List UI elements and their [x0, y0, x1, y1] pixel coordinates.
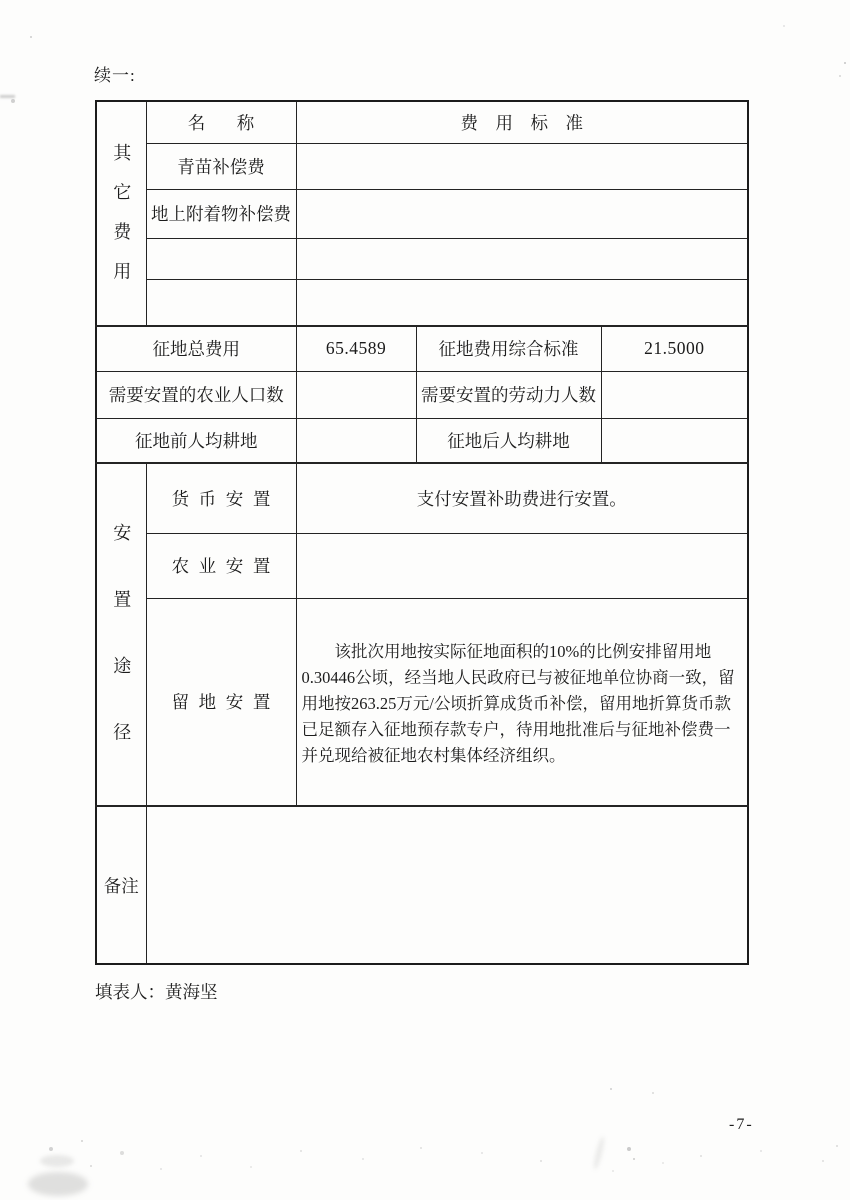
labor-count-label: 需要安置的劳动力人数 — [416, 371, 601, 418]
remarks-label: 备注 — [96, 806, 146, 964]
agricultural-resettlement-label: 农业安置 — [146, 533, 296, 598]
continuation-label: 续一: — [94, 66, 136, 85]
form-filler-line: 填表人：黄海坚 — [95, 982, 218, 1002]
reserved-land-resettlement-label: 留地安置 — [146, 598, 296, 806]
fee-name-empty-row-2 — [146, 279, 296, 326]
remarks-content — [146, 806, 748, 964]
fee-standard-value-ground-attachments — [296, 189, 748, 238]
name-column-header: 名称 — [146, 101, 296, 143]
monetary-resettlement-description: 支付安置补助费进行安置。 — [296, 463, 748, 533]
fee-name-young-crops: 青苗补偿费 — [146, 143, 296, 189]
land-acquisition-fees-table — [95, 100, 749, 965]
fee-standard-value-empty-row-2 — [296, 279, 748, 326]
per-capita-land-before-label: 征地前人均耕地 — [96, 418, 296, 463]
total-cost-value: 65.4589 — [296, 326, 416, 371]
comprehensive-standard-value: 21.5000 — [601, 326, 748, 371]
reserved-land-resettlement-description-cell — [296, 598, 748, 806]
labor-count-value — [601, 371, 748, 418]
agricultural-population-label: 需要安置的农业人口数 — [96, 371, 296, 418]
scan-noise-speckles — [0, 0, 2, 2]
fee-standard-value-empty-row-1 — [296, 238, 748, 279]
resettlement-section-header — [96, 463, 146, 806]
scan-streak-bottom — [592, 1136, 606, 1170]
fee-standard-column-header: 费用标准 — [296, 101, 748, 143]
agricultural-population-value — [296, 371, 416, 418]
fee-name-ground-attachments: 地上附着物补偿费 — [146, 189, 296, 238]
fee-name-empty-row-1 — [146, 238, 296, 279]
total-cost-label: 征地总费用 — [96, 326, 296, 371]
comprehensive-standard-label: 征地费用综合标准 — [416, 326, 601, 371]
page-number: -7- — [729, 1116, 754, 1133]
resettlement-vertical-label: 安置途径 — [111, 523, 132, 790]
agricultural-resettlement-description — [296, 533, 748, 598]
reserved-land-resettlement-paragraph: 该批次用地按实际征地面积的10%的比例安排留用地0.30446公顷，经当地人民政府已与被征地单位协商一致，留用地按263.25万元/公顷折算成货币补偿，留用地折算货币款已足额存入征地预存款专户，待用地批准后与征地补偿费一并兑现给被征地农村集体经济组织。 — [301, 641, 735, 765]
per-capita-land-after-value — [601, 418, 748, 463]
scan-mark-top-left — [0, 95, 15, 98]
scan-smudge-bottom-left-2 — [40, 1155, 74, 1167]
fee-standard-value-young-crops — [296, 143, 748, 189]
per-capita-land-after-label: 征地后人均耕地 — [416, 418, 601, 463]
scan-smudge-bottom-left — [28, 1172, 88, 1196]
other-fees-section-header — [96, 101, 146, 326]
monetary-resettlement-label: 货币安置 — [146, 463, 296, 533]
other-fees-vertical-label: 其它费用 — [111, 142, 132, 301]
per-capita-land-before-value — [296, 418, 416, 463]
